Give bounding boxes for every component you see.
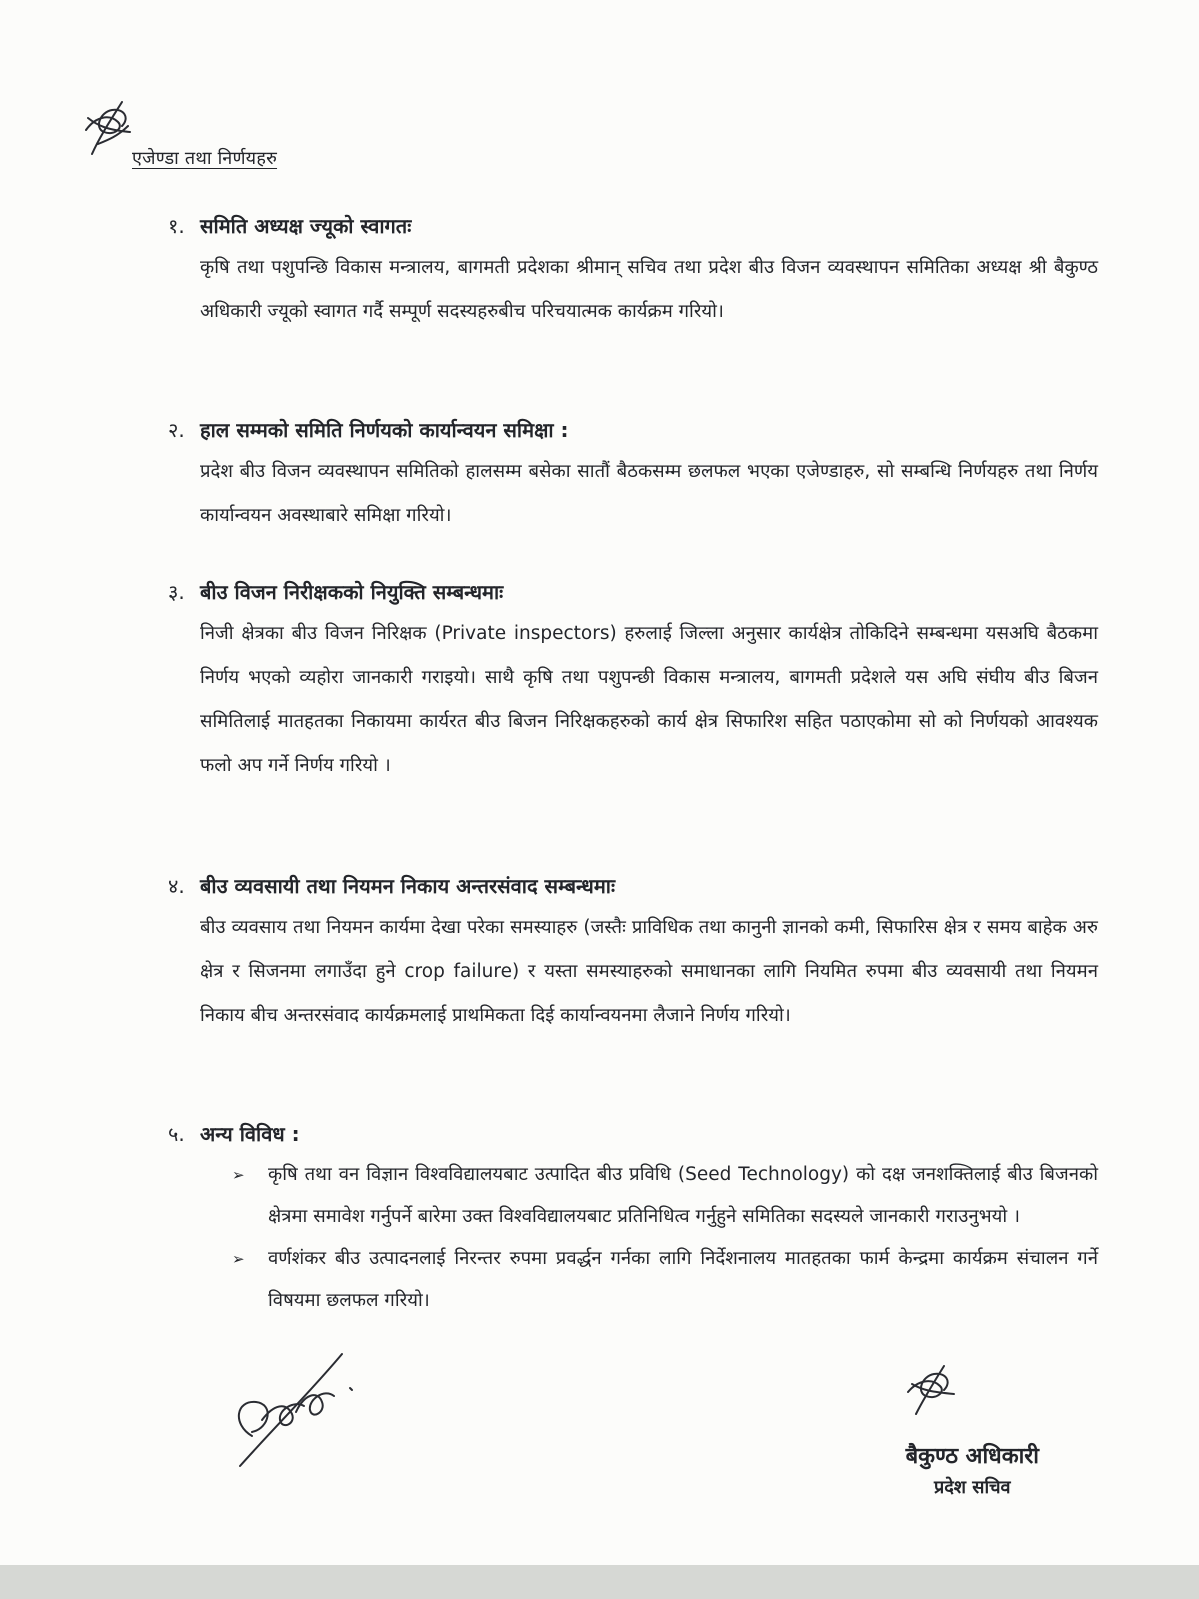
agenda-item-body: प्रदेश बीउ विजन व्यवस्थापन समितिको हालसम्म बसेका सातौं बैठकसम्म छलफल भएका एजेण्डाहरु, सो सम्बन्धि निर्णयहरु तथा निर्णय कार्यान्वयन अवस्थाबारे समिक्षा गरियो। — [200, 461, 1098, 526]
agenda-item-number: ४. — [168, 874, 185, 898]
agenda-item-title-text: अन्य विविध : — [200, 1122, 300, 1146]
agenda-item-title — [168, 1120, 1098, 1148]
agenda-item-title-text: समिति अध्यक्ष ज्यूको स्वागतः — [200, 214, 412, 238]
list-item — [232, 1154, 1098, 1238]
agenda-item-title — [168, 578, 1098, 606]
agenda-item-number: २. — [168, 418, 185, 442]
agenda-item-body: कृषि तथा पशुपन्छि विकास मन्त्रालय, बागमती प्रदेशका श्रीमान् सचिव तथा प्रदेश बीउ विजन व्यवस्थापन समितिका अध्यक्ष श्री बैकुण्ठ अधिकारी ज्यूको स्वागत गर्दै सम्पूर्ण सदस्यहरुबीच परिचयात्मक कार्यक्रम गरियो। — [200, 257, 1098, 322]
page-heading: एजेण्डा तथा निर्णयहरु — [132, 148, 278, 169]
handwritten-signature-left — [222, 1350, 372, 1470]
initial-signature-top — [78, 96, 138, 160]
list-item — [232, 1238, 1098, 1322]
agenda-item-number: ३. — [168, 580, 185, 604]
arrow-bullet-icon: ➢ — [232, 1166, 245, 1184]
agenda-item-body: निजी क्षेत्रका बीउ विजन निरिक्षक (Private inspectors) हरुलाई जिल्ला अनुसार कार्यक्षेत्र तोकिदिने सम्बन्धमा यसअघि बैठकमा निर्णय भएको व्यहोरा जानकारी गराइयो। साथै कृषि तथा पशुपन्छी विकास मन्त्रालय, बागमती प्रदेशले यस अघि संघीय बीउ बिजन समितिलाई मातहतका निकायमा कार्यरत बीउ बिजन निरिक्षकहरुको कार्य क्षेत्र सिफारिश सहित पठाएकोमा सो को निर्णयको आवश्यक फलो अप गर्ने निर्णय गरियो । — [200, 623, 1098, 776]
scan-bottom-edge — [0, 1565, 1199, 1599]
agenda-item-title — [168, 872, 1098, 900]
agenda-item-title-text: बीउ व्यवसायी तथा नियमन निकाय अन्तरसंवाद सम्बन्धमाः — [200, 874, 616, 898]
signatory-initial-signature — [900, 1360, 960, 1420]
agenda-item-number: १. — [168, 214, 185, 238]
signatory-name: बैकुण्ठ अधिकारी — [905, 1444, 1039, 1469]
list-item-text: वर्णशंकर बीउ उत्पादनलाई निरन्तर रुपमा प्रवर्द्धन गर्नका लागि निर्देशनालय मातहतका फार्म केन्द्रमा कार्यक्रम संचालन गर्ने विषयमा छलफल गरियो। — [268, 1248, 1098, 1311]
agenda-item-title — [168, 416, 1098, 444]
agenda-item-title-text: हाल सम्मको समिति निर्णयको कार्यान्वयन समिक्षा : — [200, 418, 569, 442]
list-item-text: कृषि तथा वन विज्ञान विश्वविद्यालयबाट उत्पादित बीउ प्रविधि (Seed Technology) को दक्ष जनशक्तिलाई बीउ बिजनको क्षेत्रमा समावेश गर्नुपर्ने बारेमा उक्त विश्वविद्यालयबाट प्रतिनिधित्व गर्नुहुने समितिका सदस्यले जानकारी गराउनुभयो । — [268, 1164, 1098, 1227]
agenda-item-4 — [168, 872, 1098, 1038]
agenda-item-title-text: बीउ विजन निरीक्षकको नियुक्ति सम्बन्धमाः — [200, 580, 504, 604]
agenda-item-3 — [168, 578, 1098, 788]
agenda-item-1 — [168, 212, 1098, 334]
agenda-item-5 — [168, 1120, 1098, 1322]
agenda-item-2 — [168, 416, 1098, 538]
agenda-item-number: ५. — [168, 1122, 185, 1146]
agenda-item-body: बीउ व्यवसाय तथा नियमन कार्यमा देखा परेका समस्याहरु (जस्तैः प्राविधिक तथा कानुनी ज्ञानको कमी, सिफारिस क्षेत्र र समय बाहेक अरु क्षेत्र र सिजनमा लगाउँदा हुने crop failure) र यस्ता समस्याहरुको समाधानका लागि नियमित रुपमा बीउ व्यवसायी तथा नियमन निकाय बीच अन्तरसंवाद कार्यक्रमलाई प्राथमिकता दिई कार्यान्वयनमा लैजाने निर्णय गरियो। — [200, 917, 1098, 1026]
signature-block — [906, 1440, 1039, 1502]
arrow-bullet-icon: ➢ — [232, 1250, 245, 1268]
agenda-item-title — [168, 212, 1098, 240]
misc-bullet-list — [232, 1154, 1098, 1322]
signatory-title: प्रदेश सचिव — [933, 1477, 1011, 1498]
